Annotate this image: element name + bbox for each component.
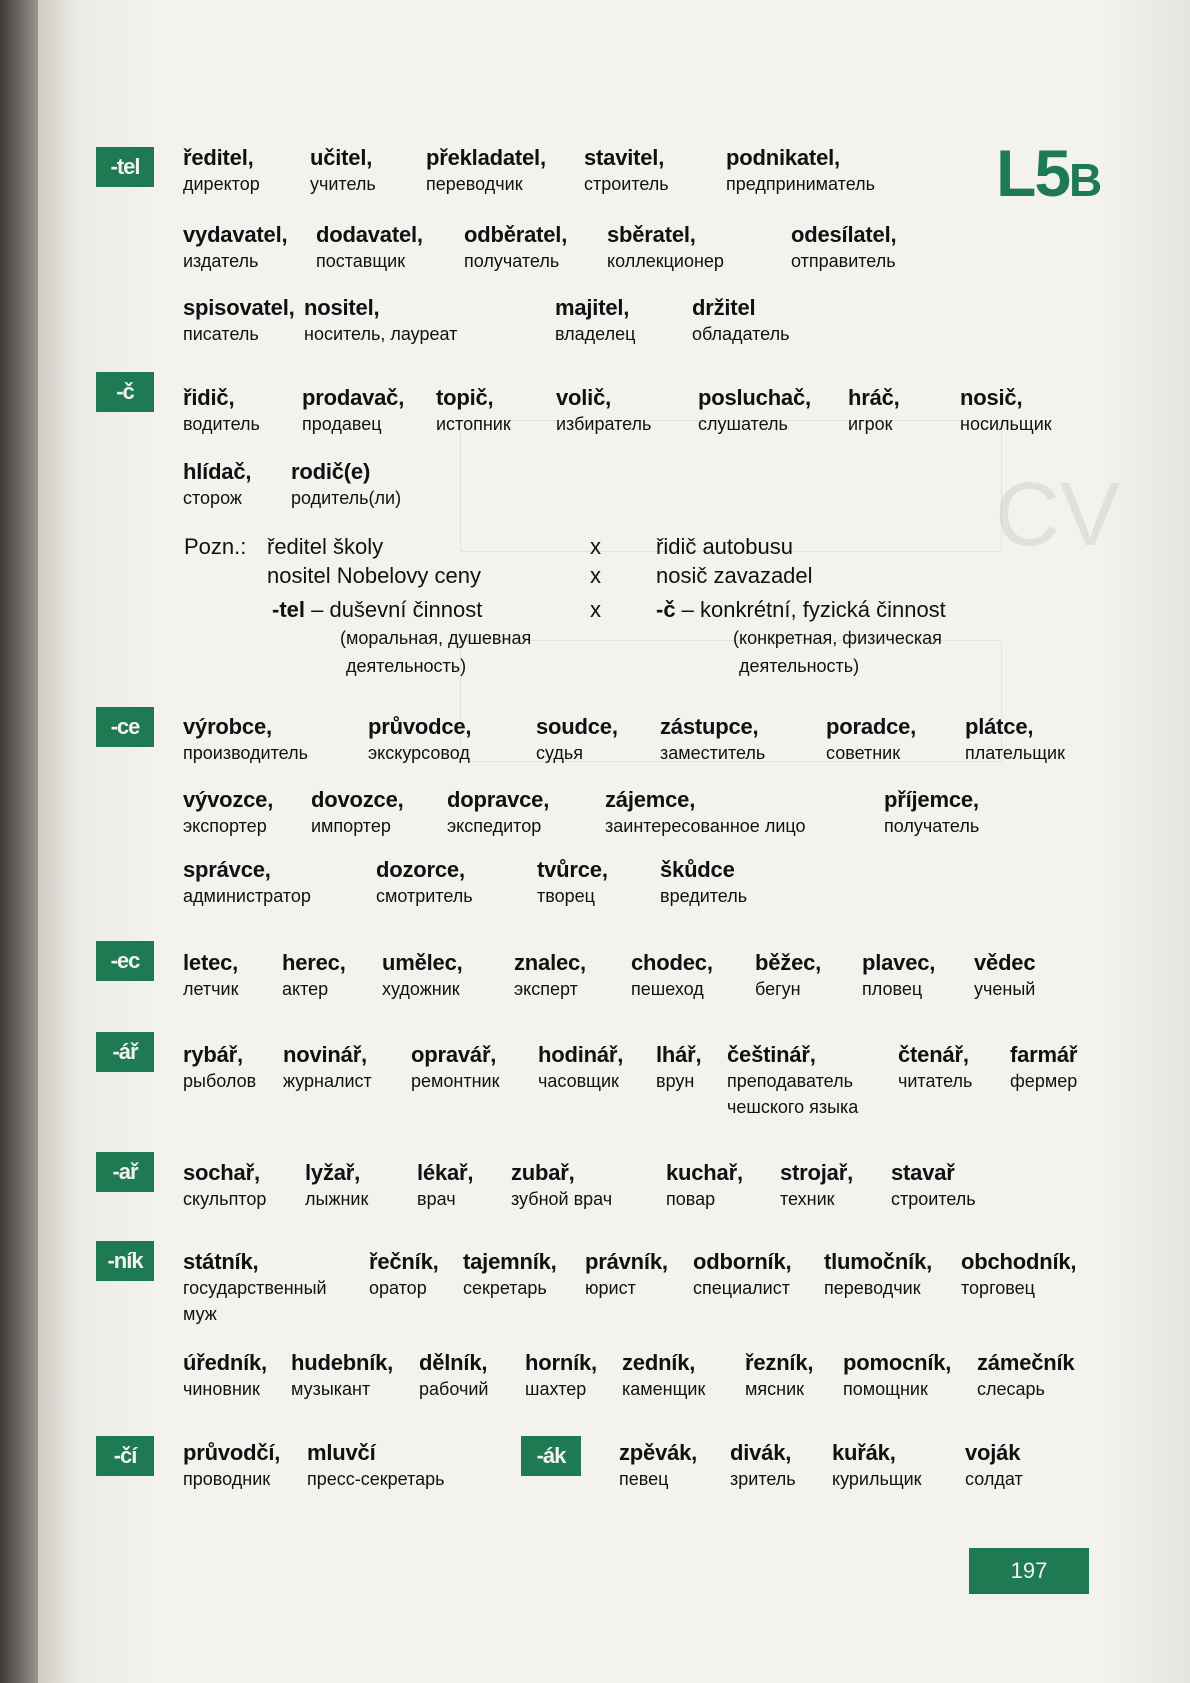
russian-translation: чиновник [183,1379,260,1399]
czech-word: podnikatel, [726,145,840,170]
czech-word: dovozce, [311,787,404,812]
czech-word: strojař, [780,1160,853,1185]
suffix-tag: -č [96,372,154,412]
russian-translation: повар [666,1189,716,1209]
note-line5-left: деятельность) [346,656,467,676]
czech-word: voják [965,1440,1021,1465]
czech-word: nositel, [304,295,380,320]
czech-word: běžec, [755,950,822,975]
russian-translation: директор [183,174,260,194]
note-x-mark: x [590,597,601,622]
czech-word: zámečník [977,1350,1075,1375]
russian-translation: получатель [464,251,560,271]
czech-word: dodavatel, [316,222,423,247]
note-line2-left: nositel Nobelovy ceny [267,563,482,588]
czech-word: průvodčí, [183,1440,281,1465]
czech-word: správce, [183,857,271,882]
note-x-mark: x [590,534,601,559]
russian-translation: заместитель [660,743,766,763]
russian-translation: эксперт [514,979,578,999]
czech-word: herec, [282,950,346,975]
russian-translation: владелец [555,324,636,344]
czech-word: kuřák, [832,1440,896,1465]
russian-translation: строитель [891,1189,976,1209]
lesson-badge: L5B [996,136,1101,210]
czech-word: odběratel, [464,222,568,247]
russian-translation: экспедитор [447,816,542,836]
czech-word: státník, [183,1249,259,1274]
russian-translation: пресс-секретарь [307,1469,445,1489]
note-line5-right: деятельность) [739,656,860,676]
russian-translation: ученый [974,979,1036,999]
czech-word: kuchař, [666,1160,743,1185]
czech-word: stavař [891,1160,955,1185]
czech-word: tvůrce, [537,857,608,882]
czech-word: hlídač, [183,459,252,484]
czech-word: učitel, [310,145,373,170]
russian-translation: пловец [862,979,923,999]
suffix-tag: -ák [521,1436,581,1476]
russian-translation: бегун [755,979,801,999]
russian-translation: чешского языка [727,1097,859,1117]
czech-word: lhář, [656,1042,702,1067]
suffix-tag: -ař [96,1152,154,1192]
russian-translation: торговец [961,1278,1035,1298]
russian-translation: заинтересованное лицо [605,816,806,836]
czech-word: soudce, [536,714,618,739]
russian-translation: творец [537,886,595,906]
czech-word: spisovatel, [183,295,295,320]
russian-translation: обладатель [692,324,790,344]
russian-translation: администратор [183,886,311,906]
russian-translation: шахтер [525,1379,587,1399]
russian-translation: зритель [730,1469,796,1489]
czech-word: hudebník, [291,1350,394,1375]
russian-translation: специалист [693,1278,790,1298]
russian-translation: писатель [183,324,259,344]
czech-word: obchodník, [961,1249,1077,1274]
russian-translation: коллекционер [607,251,724,271]
suffix-tag: -ce [96,707,154,747]
russian-translation: поставщик [316,251,406,271]
czech-word: průvodce, [368,714,472,739]
russian-translation: проводник [183,1469,271,1489]
russian-translation: советник [826,743,901,763]
czech-word: překladatel, [426,145,546,170]
czech-word: ředitel, [183,145,254,170]
russian-translation: носильщик [960,414,1052,434]
russian-translation: помощник [843,1379,928,1399]
czech-word: opravář, [411,1042,497,1067]
russian-translation: отправитель [791,251,896,271]
russian-translation: летчик [183,979,239,999]
russian-translation: слушатель [698,414,788,434]
russian-translation: секретарь [463,1278,547,1298]
czech-word: zájemce, [605,787,696,812]
czech-word: řečník, [369,1249,439,1274]
czech-word: příjemce, [884,787,979,812]
czech-word: divák, [730,1440,792,1465]
russian-translation: юрист [585,1278,636,1298]
russian-translation: фермер [1010,1071,1078,1091]
russian-translation: экспортер [183,816,267,836]
suffix-tag: -ník [96,1241,154,1281]
czech-word: řidič, [183,385,235,410]
russian-translation: продавец [302,414,382,434]
russian-translation: ремонтник [411,1071,500,1091]
russian-translation: строитель [584,174,669,194]
russian-translation: солдат [965,1469,1023,1489]
czech-word: odborník, [693,1249,792,1274]
czech-word: lyžař, [305,1160,361,1185]
czech-word: chodec, [631,950,713,975]
russian-translation: смотритель [376,886,473,906]
bleed-through-letters: CV [995,465,1121,565]
note-line1-right: řidič autobusu [656,534,793,559]
czech-word: dozorce, [376,857,465,882]
russian-translation: родитель(ли) [291,488,402,508]
russian-translation: рыболов [183,1071,257,1091]
russian-translation: мясник [745,1379,804,1399]
russian-translation: читатель [898,1071,973,1091]
russian-translation: учитель [310,174,376,194]
russian-translation: игрок [848,414,893,434]
russian-translation: музыкант [291,1379,371,1399]
czech-word: řezník, [745,1350,814,1375]
note-line4-left: (моральная, душевная [340,628,532,648]
czech-word: zedník, [622,1350,696,1375]
russian-translation: рабочий [419,1379,489,1399]
czech-word: dopravce, [447,787,550,812]
russian-translation: техник [780,1189,835,1209]
czech-word: stavitel, [584,145,665,170]
russian-translation: переводчик [426,174,523,194]
czech-word: znalec, [514,950,586,975]
czech-word: novinář, [283,1042,367,1067]
czech-word: tlumočník, [824,1249,933,1274]
russian-translation: пешеход [631,979,704,999]
russian-translation: преподаватель [727,1071,853,1091]
czech-word: majitel, [555,295,630,320]
russian-translation: получатель [884,816,980,836]
russian-translation: истопник [436,414,511,434]
russian-translation: зубной врач [511,1189,613,1209]
czech-word: horník, [525,1350,597,1375]
russian-translation: врун [656,1071,695,1091]
czech-word: právník, [585,1249,668,1274]
suffix-tag: -tel [96,147,154,187]
czech-word: úředník, [183,1350,267,1375]
czech-word: nosič, [960,385,1023,410]
czech-word: lékař, [417,1160,474,1185]
page-number: 197 [969,1548,1089,1594]
czech-word: umělec, [382,950,463,975]
czech-word: plátce, [965,714,1034,739]
russian-translation: избиратель [556,414,652,434]
czech-word: sběratel, [607,222,696,247]
czech-word: zpěvák, [619,1440,698,1465]
czech-word: hráč, [848,385,900,410]
czech-word: pomocník, [843,1350,952,1375]
czech-word: zástupce, [660,714,759,739]
czech-word: mluvčí [307,1440,376,1465]
note-line1-left: ředitel školy [267,534,384,559]
czech-word: prodavač, [302,385,405,410]
czech-word: posluchač, [698,385,811,410]
czech-word: vydavatel, [183,222,288,247]
czech-word: topič, [436,385,494,410]
russian-translation: носитель, лауреат [304,324,458,344]
czech-word: odesílatel, [791,222,897,247]
russian-translation: часовщик [538,1071,619,1091]
czech-word: volič, [556,385,612,410]
russian-translation: лыжник [305,1189,369,1209]
russian-translation: курильщик [832,1469,922,1489]
russian-translation: переводчик [824,1278,921,1298]
russian-translation: водитель [183,414,260,434]
suffix-tag: -čí [96,1436,154,1476]
russian-translation: импортер [311,816,391,836]
czech-word: čtenář, [898,1042,969,1067]
czech-word: farmář [1010,1042,1078,1067]
czech-word: češtinář, [727,1042,816,1067]
russian-translation: предприниматель [726,174,876,194]
russian-translation: плательщик [965,743,1065,763]
russian-translation: врач [417,1189,456,1209]
suffix-tag: -ář [96,1032,154,1072]
russian-translation: оратор [369,1278,427,1298]
note-line4-right: (конкретная, физическая [733,628,942,648]
note-x-mark: x [590,563,601,588]
note-line2-right: nosič zavazadel [656,563,813,588]
czech-word: plavec, [862,950,936,975]
russian-translation: судья [536,743,584,763]
russian-translation: журналист [283,1071,372,1091]
russian-translation: сторож [183,488,242,508]
russian-translation: вредитель [660,886,748,906]
czech-word: hodinář, [538,1042,624,1067]
russian-translation: экскурсовод [368,743,470,763]
book-spine-shadow [0,0,40,1683]
russian-translation: актер [282,979,329,999]
czech-word: držitel [692,295,756,320]
russian-translation: муж [183,1304,217,1324]
note-label: Pozn.: [184,534,247,559]
note-line3-left: -tel – duševní činnost [272,597,483,622]
suffix-tag: -ec [96,941,154,981]
czech-word: zubař, [511,1160,575,1185]
russian-translation: издатель [183,251,259,271]
czech-word: vývozce, [183,787,274,812]
russian-translation: каменщик [622,1379,706,1399]
czech-word: rodič(e) [291,459,371,484]
russian-translation: скульптор [183,1189,267,1209]
czech-word: letec, [183,950,239,975]
czech-word: poradce, [826,714,917,739]
czech-word: škůdce [660,857,735,882]
czech-word: sochař, [183,1160,260,1185]
bleed-through-table [460,420,1002,552]
russian-translation: певец [619,1469,669,1489]
russian-translation: производитель [183,743,308,763]
czech-word: rybář, [183,1042,243,1067]
russian-translation: художник [382,979,460,999]
czech-word: dělník, [419,1350,488,1375]
note-line3-right: -č – konkrétní, fyzická činnost [656,597,946,622]
russian-translation: слесарь [977,1379,1045,1399]
russian-translation: государственный [183,1278,327,1298]
czech-word: tajemník, [463,1249,557,1274]
czech-word: vědec [974,950,1036,975]
czech-word: výrobce, [183,714,272,739]
